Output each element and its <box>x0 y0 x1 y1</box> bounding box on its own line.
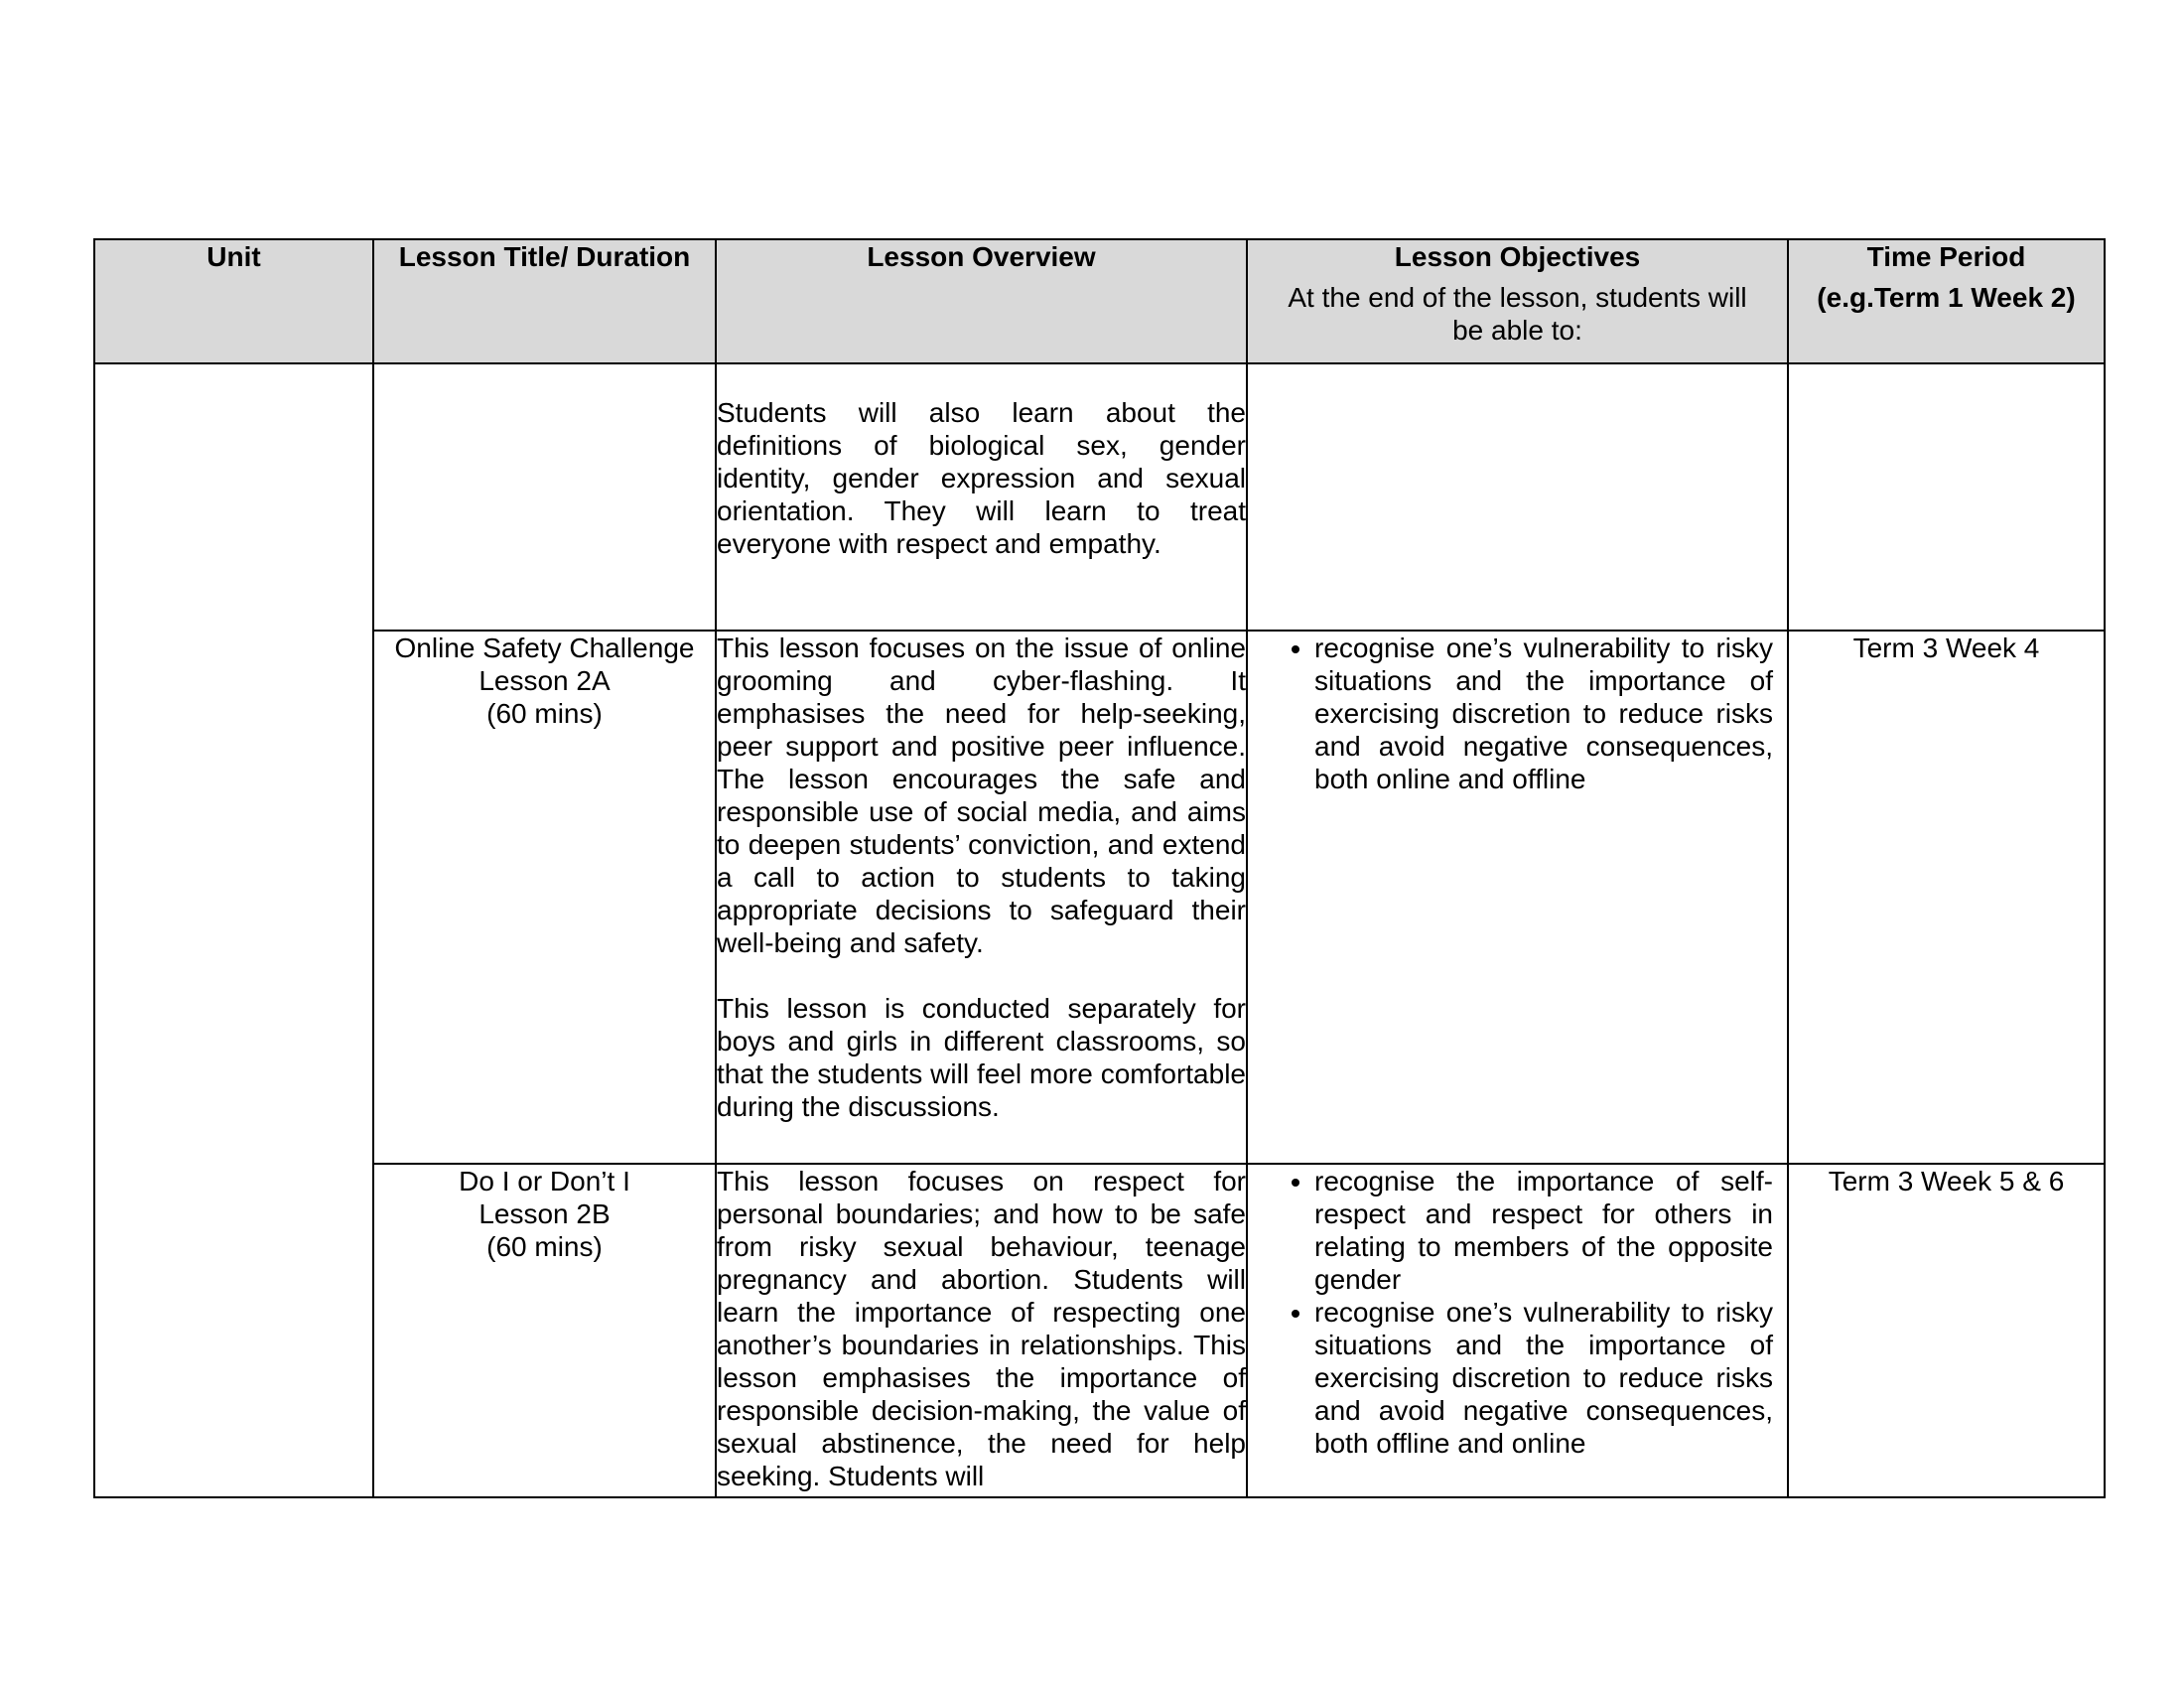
time-period-value: Term 3 Week 4 <box>1852 633 2040 663</box>
objectives-list <box>1248 632 1787 795</box>
lesson-title-cell <box>373 363 716 631</box>
overview-paragraph: This lesson is conducted separately for boys and girls in different classrooms, so that the students will feel more comfortable during the discussions. <box>717 993 1246 1122</box>
lesson-overview-cell <box>716 1164 1247 1497</box>
objectives-list <box>1248 1165 1787 1460</box>
table-row <box>94 1164 2105 1497</box>
lesson-plan-table <box>93 238 2106 1498</box>
lesson-overview-cell <box>716 363 1247 631</box>
header-lesson-overview <box>716 239 1247 363</box>
lesson-code: Lesson 2B <box>478 1198 611 1229</box>
lesson-title-cell <box>373 631 716 1164</box>
header-lesson-objectives <box>1247 239 1788 363</box>
header-lesson-overview-label: Lesson Overview <box>867 241 1096 272</box>
lesson-overview-cell <box>716 631 1247 1164</box>
time-period-cell <box>1788 1164 2105 1497</box>
lesson-objectives-cell <box>1247 631 1788 1164</box>
header-time-period-label: Time Period <box>1866 241 2026 272</box>
lesson-code: Lesson 2A <box>478 665 611 696</box>
objective-item: • recognise one’s vulnerability to risky situations and the importance of exercising discretion to reduce risks and avoid negative consequences, both offline and online <box>1314 1296 1773 1460</box>
time-period-cell <box>1788 363 2105 631</box>
header-lesson-title-label: Lesson Title/ Duration <box>398 241 691 272</box>
table-row <box>94 631 2105 1164</box>
lesson-objectives-cell <box>1247 363 1788 631</box>
lesson-objectives-cell <box>1247 1164 1788 1497</box>
header-lesson-objectives-label: Lesson Objectives <box>1394 241 1641 272</box>
time-period-cell <box>1788 631 2105 1164</box>
lesson-title: Do I or Don’t I <box>459 1166 630 1196</box>
header-row <box>94 239 2105 363</box>
lesson-title: Online Safety Challenge <box>394 633 695 663</box>
overview-paragraph: This lesson focuses on the issue of online grooming and cyber-flashing. It emphasises the need for help-seeking, peer support and positive peer influence. The lesson encourages the safe and responsible use of social media, and aims to deepen students’ conviction, and extend a call to action to students to taking appropriate decisions to safeguard their well-being and safety. <box>717 633 1246 958</box>
header-unit-label: Unit <box>206 241 261 272</box>
overview-paragraph: Students will also learn about the definitions of biological sex, gender identity, gender expression and sexual orientation. They will learn to treat everyone with respect and empathy. <box>717 397 1246 559</box>
lesson-title-cell <box>373 1164 716 1497</box>
header-lesson-title <box>373 239 716 363</box>
objective-item: • recognise the importance of self-respect and respect for others in relating to members of the opposite gender <box>1314 1165 1773 1296</box>
unit-cell <box>94 363 373 1497</box>
objective-item: • recognise one’s vulnerability to risky situations and the importance of exercising discretion to reduce risks and avoid negative consequences, both online and offline <box>1314 632 1773 795</box>
lesson-duration: (60 mins) <box>486 698 603 729</box>
header-unit <box>94 239 373 363</box>
overview-paragraph: This lesson focuses on respect for personal boundaries; and how to be safe from risky sexual behaviour, teenage pregnancy and abortion. Students will learn the importance of respecting one another’s boundaries in relationships. This lesson emphasises the importance of responsible decision-making, the value of sexual abstinence, the need for help seeking. Students will <box>717 1166 1246 1491</box>
header-time-period-example: (e.g.Term 1 Week 2) <box>1817 282 2076 313</box>
header-time-period <box>1788 239 2105 363</box>
header-lesson-objectives-subtitle: At the end of the lesson, students will be able to: <box>1288 282 1747 346</box>
table-row <box>94 363 2105 631</box>
time-period-value: Term 3 Week 5 & 6 <box>1828 1166 2065 1196</box>
lesson-duration: (60 mins) <box>486 1231 603 1262</box>
